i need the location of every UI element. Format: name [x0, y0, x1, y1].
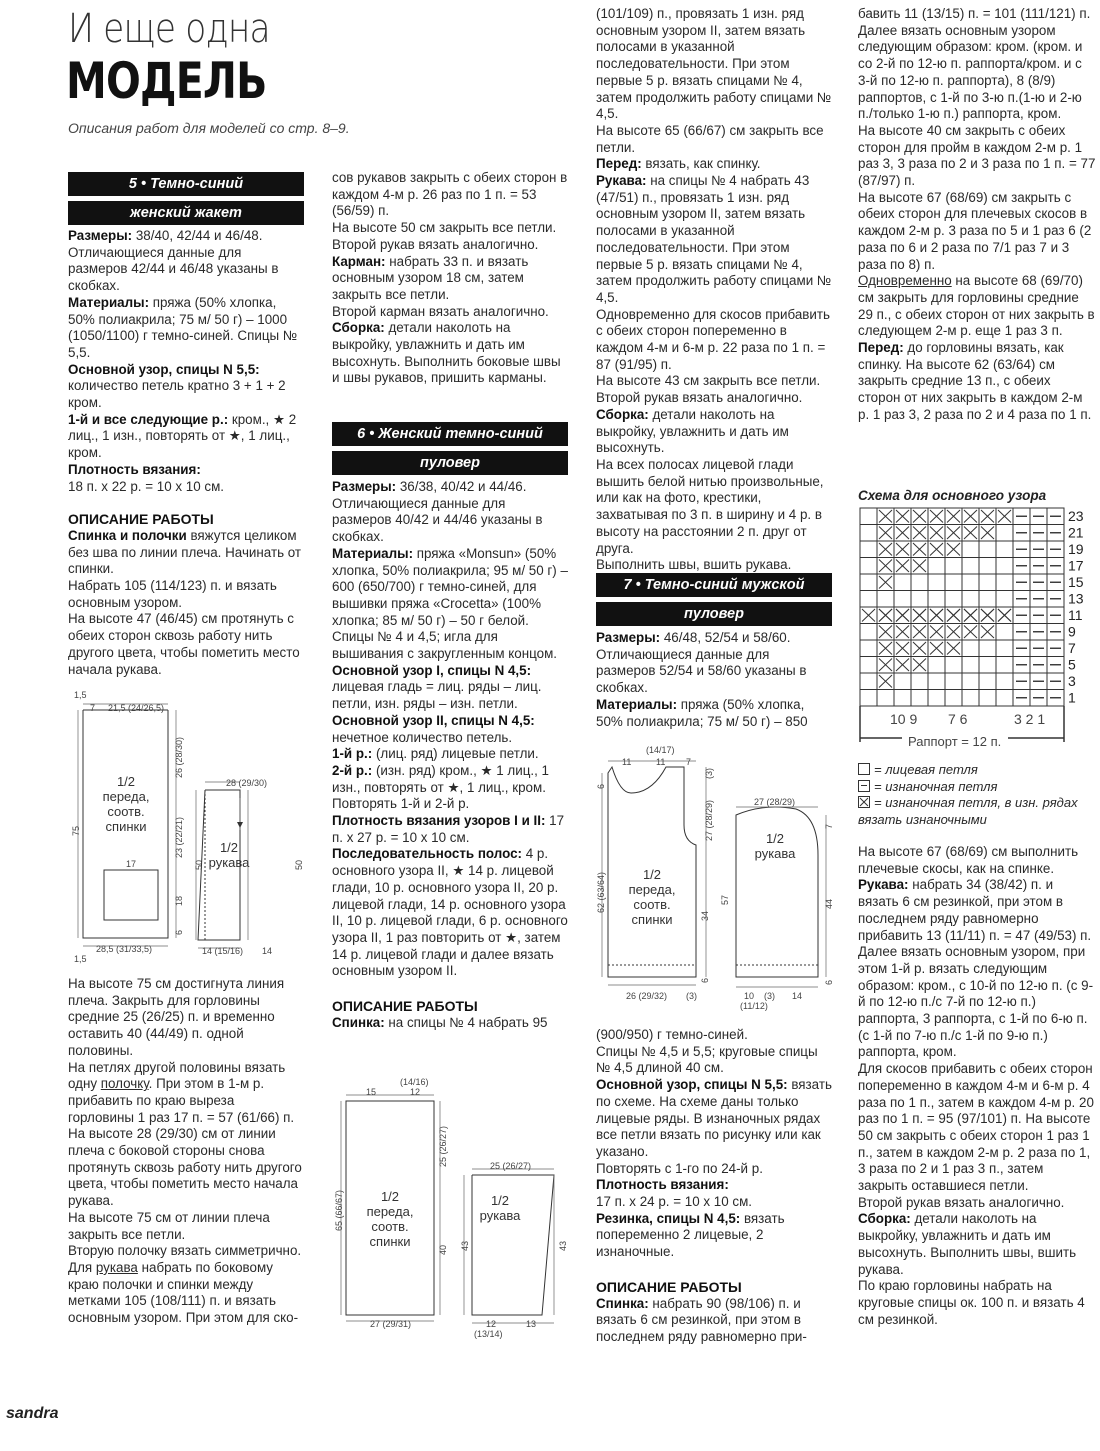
chart-cell	[996, 657, 1013, 674]
d6-sl-b1: 12	[486, 1319, 497, 1329]
chart-cell	[945, 690, 962, 707]
model5-title-bar: 5 • Темно-синий	[68, 172, 304, 196]
d5-h4: 6	[174, 929, 184, 935]
m7-back-part2: бавить 11 (13/15) п. = 101 (111/121) п.	[858, 6, 1091, 21]
m5-p2: На высоте 47 (46/45) см протянуть с обеих сторон сквозь работу нить другого цвета, чтобы пометить место начала рукава.	[68, 611, 300, 677]
m6-row1: (лиц. ряд) лицевые петли.	[372, 746, 539, 762]
chart-cell	[860, 690, 877, 707]
chart-cell	[894, 673, 911, 690]
chart-cell	[928, 591, 945, 608]
d5-h3: 18	[174, 895, 184, 906]
m6-pattern2: нечетное количество петель.	[332, 729, 513, 745]
chart-cell	[996, 624, 1013, 641]
m6-back-label: Спинка:	[332, 1014, 385, 1030]
chart-cell	[996, 591, 1013, 608]
d5-h2: 23 (22/21)	[174, 816, 184, 858]
m7-rib: вязать попеременно 2 лицевые, 2 изнаночные.	[596, 1210, 785, 1260]
m6-p1: На высоте 65 (66/67) см закрыть все петли.	[596, 122, 824, 155]
m6-assembly-label: Сборка:	[596, 406, 649, 422]
m7-work-heading: ОПИСАНИЕ РАБОТЫ	[596, 1278, 742, 1295]
chart-cell	[928, 673, 945, 690]
chart-cell	[962, 541, 979, 558]
m7-sleeves-label: Рукава:	[858, 877, 909, 893]
m5-p11: Второй карман вязать аналогично.	[332, 303, 549, 319]
d5-sl-top: 28 (29/30)	[226, 778, 268, 788]
m5-materials: пряжа (50% хлопка, 50% полиакрила; 75 м/ 50 г) – 1000 (1050/1100) г темно-синей. Спицы № 5,5.	[68, 294, 298, 360]
chart-row-label: 9	[1068, 623, 1076, 640]
d7-sl-r: 44	[824, 898, 834, 909]
model7-text-col3	[596, 630, 832, 730]
chart-cell	[894, 690, 911, 707]
m6-row2: (изн. ряд) кром., ★ 1 лиц., 1 изн., повторять от ★, 1 лиц., кром.	[332, 762, 549, 795]
model5-text-col1-lower	[68, 976, 304, 1327]
model7-subtitle-bar: пуловер	[596, 602, 832, 626]
m6-pattern1-label: Основной узор I, спицы N 4,5:	[332, 662, 532, 678]
chart-cell	[894, 574, 911, 591]
d5-t2: 7	[90, 703, 96, 713]
d6-bottom: 27 (29/31)	[370, 1319, 412, 1329]
m6-materials-label: Материалы:	[332, 545, 414, 561]
empty-square-icon	[858, 763, 870, 775]
d7-t1: 11	[622, 757, 632, 767]
d5-h1: 26 (28/30)	[174, 736, 184, 778]
m7-pattern: вязать по схеме. На схеме даны только лицевые ряды. В изнаночных рядах все петли вязать по рисунку или как указано.	[596, 1077, 832, 1159]
chart-cell	[860, 558, 877, 575]
chart-cell	[962, 640, 979, 657]
d6-sl-b3: 13	[526, 1319, 537, 1329]
m6-density-label: Плотность вязания узоров I и II:	[332, 813, 546, 829]
brand-logo: sandra	[6, 1405, 59, 1422]
chart-cell	[996, 541, 1013, 558]
m5-p8b-part1: набрать по боковому краю полочки и спинки между метками 105 (108/111) п. и вязать основным узором. При этом для ско-	[68, 1259, 299, 1326]
m6-materials: пряжа «Monsun» (50% хлопка, 50% полиакрила; 95 м/ 50 г) – 600 (650/700) г темно-синей, для вышивки пряжа «Crocetta» (100% хлопка; 85 м/ 50 г) – 50 г белой.	[332, 545, 568, 628]
m7-p2: На высоте 40 см закрыть с обеих сторон для пройм в каждом 2-м р. 1 раз 3, 3 раза по 2 и 3 раза по 1 п. = 77 (87/97) п.	[858, 122, 1096, 189]
d6-sl-l: 43	[460, 1240, 470, 1251]
m6-front-label: Перед:	[596, 156, 642, 172]
dash-square-icon	[858, 780, 870, 792]
m5-p1: Набрать 105 (114/123) п. и вязать основным узором.	[68, 578, 277, 610]
m7-density: 17 п. х 24 р. = 10 х 10 см.	[596, 1194, 753, 1210]
m7-density-label: Плотность вязания:	[596, 1177, 729, 1193]
chart-cell	[962, 657, 979, 674]
m7-p1: Далее вязать основным узором следующим образом: кром. (кром. и со 2-й по 12-ю п. раппорта/кром. и с 3-й по 12-ю п. раппорта), 8 (8/9) раппортов, с 1-й по 3-ю п.(1-ю и 2-ю п./только 1-ю п.) раппорта, кром.	[858, 22, 1083, 122]
m5-p6: На высоте 75 см от линии плеча закрыть все петли.	[68, 1209, 270, 1242]
chart-row-label: 15	[1068, 574, 1084, 590]
chart-cell	[894, 591, 911, 608]
m7-front: до горловины вязать, как спинку. На высоте 62 (63/64) см закрыть средние 13 п., с обеих сторон от них закрыть в каждом 2-м р. 1 раз 3, 2 раза по 2 и 4 раза по 1 п.	[858, 340, 1092, 422]
m5-p8u: рукава	[95, 1259, 138, 1275]
m6-p4: Второй рукав вязать аналогично.	[596, 390, 803, 406]
d5-sl-r: 50	[294, 859, 304, 870]
chart-cell	[962, 690, 979, 707]
schema-bottom-label-2: 7 6	[948, 711, 968, 727]
d7-bottom: 26 (29/32)	[626, 991, 668, 1001]
chart-cell	[979, 558, 996, 575]
chart-cell	[979, 541, 996, 558]
d7-h1: 6	[596, 783, 606, 789]
m6-stripes: 4 р. основного узора II, ★ 14 р. лицевой глади, 10 р. основного узора II, 20 р. лицевой глади, 14 р. основного узора II, 10 р. лицевой глади, 6 р. основного узора II, 1 раз повторить от ★, затем 14 р. лицевой глади и далее вязать основным узором II.	[332, 846, 568, 979]
chart-cell	[877, 591, 894, 608]
m6-stripes-label: Последовательность полос:	[332, 846, 522, 862]
chart-cell	[945, 591, 962, 608]
chart-row-label: 5	[1068, 656, 1076, 673]
m7-pattern-label: Основной узор, спицы N 5,5:	[596, 1077, 788, 1093]
m6-p5: На всех полосах лицевой глади вышить белой нитью произвольные, или как на фото, крестики, захватывая по 3 п. в ширину и 4 р. в высоту на расстоянии 2 п. друг от друга.	[596, 456, 824, 556]
chart-cell	[860, 673, 877, 690]
chart-cell	[877, 690, 894, 707]
chart-cell	[945, 673, 962, 690]
m7-back-part1: набрать 90 (98/106) п. и вязать 6 см резинкой, при этом в последнем ряду равномерно при-	[596, 1295, 807, 1344]
m6-repeat: Повторять 1-й и 2-й р.	[332, 796, 470, 812]
d7-right: 57	[720, 894, 730, 905]
m7-p8: Второй рукав вязать аналогично.	[858, 1194, 1065, 1210]
legend-purl: = изнаночная петля	[874, 778, 998, 794]
chart-row-label: 19	[1068, 541, 1084, 557]
m6-p6: Выполнить швы, вшить рукава.	[596, 557, 792, 573]
m5-work-heading: ОПИСАНИЕ РАБОТЫ	[68, 511, 214, 528]
d5-body-label: 1/2 переда, соотв. спинки	[102, 774, 150, 834]
d5-sl-b2: 14	[262, 946, 273, 956]
d5-sl-b1: 14 (15/16)	[202, 946, 244, 956]
d7-sleeve-label: 1/2 рукава	[754, 831, 796, 861]
m5-assembly: детали наколоть на выкройку, увлажнить и дать им высохнуть. Выполнить боковые швы и швы рукавов, пришить карманы.	[332, 320, 561, 386]
m6-front: вязать, как спинку.	[641, 156, 761, 172]
m7-repeat: Повторять с 1-го по 24-й р.	[596, 1160, 763, 1176]
m6-back-part1: на спицы № 4 набрать 95	[384, 1014, 548, 1030]
m5-p8b-part2: сов рукавов закрыть с обеих сторон в каждом 4-м р. 26 раз по 1 п. = 53 (56/59) п.	[332, 170, 568, 219]
m7-sleeves: набрать 34 (38/42) п. и вязать 6 см резинкой, при этом в последнем ряду равномерно прибавить 13 (11/11) п. = 47 (49/53) п.	[858, 877, 1092, 943]
m5-back-label: Спинка и полочки	[68, 527, 187, 543]
m6-sleeves: на спицы № 4 набрать 43 (47/51) п., провязать 1 изн. ряд основным узором II, затем вязать полосами в указанной последовательности. При этом первые 5 р. вязать спицами № 4, затем продолжить работу спицами № 4,5.	[596, 173, 832, 305]
chart-cell	[860, 574, 877, 591]
chart-cell	[962, 574, 979, 591]
chart-cell	[860, 591, 877, 608]
d5-t3: 21,5 (24/26,5)	[108, 703, 165, 713]
m5-rows: кром., ★ 2 лиц., 1 изн., повторять от ★, 1 лиц., кром.	[68, 411, 297, 461]
chart-cell	[996, 673, 1013, 690]
m7-assembly: детали наколоть на выкройку, увлажнить и дать им высохнуть. Выполнить швы, вшить рукава.	[858, 1211, 1077, 1277]
m6-row1-label: 1-й р.:	[332, 746, 373, 762]
chart-row-label: 17	[1068, 557, 1084, 574]
m5-p7: Вторую полочку вязать симметрично.	[68, 1243, 302, 1259]
chart-cell	[962, 558, 979, 575]
page-title-line2: МОДЕЛЬ	[66, 52, 267, 110]
d6-t3: 12	[410, 1087, 421, 1097]
chart-cell	[996, 574, 1013, 591]
chart-cell	[860, 624, 877, 641]
chart-cell	[945, 558, 962, 575]
model5-subtitle-bar: женский жакет	[68, 201, 304, 225]
d6-t2: 15	[366, 1087, 377, 1097]
model7-text-col3-lower	[596, 1027, 832, 1346]
chart-cell	[928, 690, 945, 707]
chart-cell	[911, 690, 928, 707]
chart-cell	[979, 657, 996, 674]
d7-sl-b1: 10	[744, 991, 755, 1001]
d7-body-label: 1/2 переда, соотв. спинки	[628, 867, 676, 927]
chart-cell	[928, 574, 945, 591]
chart-cell	[945, 657, 962, 674]
m6-p2: Одновременно для скосов прибавить с обеих сторон попеременно в каждом 4-м и 6-м р. 22 раза по 1 п. = 87 (91/95) п.	[596, 306, 830, 372]
chart-cell	[911, 574, 928, 591]
chart-cell	[979, 591, 996, 608]
m7-back-label: Спинка:	[596, 1295, 649, 1311]
m6-needles: Спицы № 4 и 4,5; игла для вышивания с закругленным концом.	[332, 629, 558, 662]
d5-left: 75	[71, 825, 81, 836]
m5-p4a: На петлях другой половины вязать одну	[68, 1059, 286, 1092]
chart-cell	[979, 640, 996, 657]
d5-sl-h: 50	[194, 859, 204, 870]
d7-h3: (3)	[704, 768, 714, 779]
m7-p4b: на высоте 68 (69/70) см закрыть для горловины средние 29 п., с обеих сторон от них закрыть в следующем 2-м р. еще 1 раз 3 п.	[858, 273, 1095, 339]
d7-sl-b2: (3)	[764, 991, 775, 1001]
m5-pocket: набрать 33 п. и вязать основным узором 18 см, затем закрыть все петли.	[332, 253, 529, 302]
d7-h4: 6	[700, 977, 710, 983]
chart-row-label: 1	[1068, 689, 1076, 706]
d7-sl-b3: 14	[792, 991, 803, 1001]
schema-bottom-label-1: 10 9	[890, 711, 918, 727]
d7-t2: 11	[656, 757, 666, 767]
chart-cell	[860, 640, 877, 657]
m7-p5: На высоте 67 (68/69) см выполнить плечевые скосы, как на спинке.	[858, 844, 1079, 876]
model7-text-col4-lower	[858, 844, 1096, 1328]
m7-p7: Для скосов прибавить с обеих сторон попеременно в каждом 4-м и 6-м р. 4 раза по 1 п., затем в каждом 4-м р. 20 раз по 1 п. = 95 (97/101) п. На высоте 50 см закрыть с обеих сторон 1 раз 1 п., затем в каждом 2-м р. 2 раза по 1, 3 раза по 2 и 1 раз 3 п., затем закрыть оставшиеся петли.	[858, 1061, 1094, 1194]
m5-back: вяжутся целиком без шва по линии плеча. Начинать от спинки.	[68, 527, 302, 577]
pattern-chart	[858, 506, 1098, 754]
chart-cell	[860, 541, 877, 558]
schema-title: Схема для основного узора	[858, 488, 1047, 503]
page-subtitle: Описания работ для моделей со стр. 8–9.	[68, 120, 350, 136]
d7-sl-h: 7	[824, 823, 834, 829]
m6-row2-label: 2-й р.:	[332, 762, 373, 778]
m6-sizes-label: Размеры:	[332, 479, 397, 494]
chart-cell	[996, 640, 1013, 657]
model6-text-col2	[332, 479, 568, 1032]
chart-cell	[979, 574, 996, 591]
m5-sizes: 38/40, 42/44 и 46/48. Отличающиеся данные для размеров 42/44 и 46/48 указаны в скобках.	[68, 228, 279, 294]
m5-materials-label: Материалы:	[68, 294, 150, 310]
model6-text-col3	[596, 6, 832, 574]
legend-knit: = лицевая петля	[874, 762, 978, 777]
chart-cell	[962, 673, 979, 690]
model7-title-bar: 7 • Темно-синий мужской	[596, 573, 832, 597]
m5-density: 18 п. х 22 р. = 10 х 10 см.	[68, 478, 225, 494]
d7-sl-b1b: (11/12)	[740, 1001, 768, 1011]
model6-title-bar: 6 • Женский темно-синий	[332, 422, 568, 446]
m6-sizes: 36/38, 40/42 и 44/46. Отличающиеся данные для размеров 40/42 и 44/46 указаны в скобках.	[332, 479, 543, 545]
d7-left: 62 (63/64)	[596, 871, 606, 913]
chart-cell	[996, 525, 1013, 542]
model5-text-col1	[68, 228, 304, 678]
m5-p8a: Для	[68, 1259, 96, 1275]
chart-row-label: 11	[1068, 607, 1083, 623]
m7-materials-part1: пряжа (50% хлопка, 50% полиакрила; 75 м/ 50 г) – 850	[596, 696, 808, 729]
m5-pattern-label: Основной узор, спицы N 5,5:	[68, 361, 260, 377]
d5-sleeve-label: 1/2 рукава	[208, 840, 250, 870]
d7-sl-b: 6	[824, 979, 834, 985]
m5-assembly-label: Сборка:	[332, 320, 385, 336]
cross-square-icon	[858, 796, 870, 808]
d6-h1: 25 (26/27)	[438, 1125, 448, 1167]
m7-p3: На высоте 67 (68/69) см закрыть с обеих сторон для плечевых скосов в каждом 2-м р. 3 раза по 5 и 1 раз 6 (2 раза по 6 и 2 раза по 7/1 раз 7 и 3 раза по 8) п.	[858, 189, 1092, 272]
d7-h2: 27 (28/29)	[704, 799, 714, 841]
m7-p4u: Одновременно	[858, 273, 952, 289]
chart-cell	[979, 673, 996, 690]
d5-pocket: 17	[126, 859, 137, 869]
chart-cell	[860, 508, 877, 525]
m7-front-label: Перед:	[858, 340, 904, 356]
m6-density: 17 п. х 27 р. = 10 х 10 см.	[332, 813, 565, 845]
m7-p6: Далее вязать основным узором, при этом 1-й р. вязать следующим образом: кром., с 10-й по 12-ю п. (с 9-й по 12-ю п./с 7-й по 12-ю п.) раппорта, 3 раппорта, с 1-й по 6-ю п.(с 1-й по 7-ю п./с 1-й по 9-ю п.) раппорта, кром.	[858, 944, 1094, 1060]
m5-p9: На высоте 50 см закрыть все петли.	[332, 220, 557, 236]
chart-row-label: 7	[1068, 640, 1076, 656]
m5-p4b: . При этом в 1-м р. прибавить по краю выреза горловины 1 раз 17 п. = 57 (61/66) п.	[68, 1076, 295, 1125]
model7-text-col4	[858, 6, 1096, 424]
d5-bottom: 28,5 (31/33,5)	[96, 944, 153, 954]
d7-mid: 34	[700, 910, 710, 921]
m5-p10: Второй рукав вязать аналогично.	[332, 236, 539, 252]
d6-sl-b2: (13/14)	[474, 1329, 503, 1339]
pattern-legend	[858, 762, 1096, 828]
m7-assembly-label: Сборка:	[858, 1211, 911, 1227]
d6-left: 65 (66/67)	[334, 1189, 344, 1231]
m7-rib-label: Резинка, спицы N 4,5:	[596, 1210, 741, 1226]
m6-p3: На высоте 43 см закрыть все петли.	[596, 373, 821, 389]
m6-sleeves-label: Рукава:	[596, 173, 647, 189]
m6-back-part2: (101/109) п., провязать 1 изн. ряд основным узором II, затем вязать полосами в указанной последовательности. При этом первые 5 р. вязать спицами № 4, затем продолжить работу спицами № 4,5.	[596, 6, 832, 122]
m5-p4u: полочку	[100, 1076, 149, 1092]
chart-cell	[860, 525, 877, 542]
chart-cell	[928, 657, 945, 674]
chart-cell	[911, 591, 928, 608]
m5-p5: На высоте 28 (29/30) см от линии плеча с боковой стороны снова протянуть сквозь работу нить другого цвета, чтобы пометить место начала рукава.	[68, 1126, 302, 1209]
d6-sl-top: 25 (26/27)	[490, 1161, 532, 1171]
d7-t3: 7	[686, 757, 692, 767]
d7-b3: (3)	[686, 991, 697, 1001]
chart-row-label: 3	[1068, 673, 1076, 689]
d7-t0: (14/17)	[646, 745, 675, 755]
m5-pocket-label: Карман:	[332, 253, 386, 269]
d5-b15: 1,5	[74, 954, 87, 964]
chart-row-label: 23	[1068, 508, 1084, 524]
d7-sl-top: 27 (28/29)	[754, 797, 796, 807]
chart-cell	[979, 690, 996, 707]
model6-schematic	[332, 1075, 572, 1345]
m7-sizes-label: Размеры:	[596, 630, 661, 645]
schema-bottom-label-3: 3 2 1	[1014, 711, 1046, 727]
legend-purl-cross: = изнаночная петля, в изн. рядах вязать изнаночными	[858, 795, 1078, 827]
m7-materials-part2: (900/950) г темно-синей.	[596, 1027, 748, 1042]
m7-materials-label: Материалы:	[596, 696, 678, 712]
model7-schematic	[596, 745, 836, 1015]
schema-rapport: Раппорт = 12 п.	[908, 734, 1002, 749]
d6-t1: (14/16)	[400, 1077, 429, 1087]
chart-cell	[928, 558, 945, 575]
d6-sl-r: 43	[558, 1240, 568, 1251]
d5-t1: 1,5	[74, 690, 87, 700]
m5-p3: На высоте 75 см достигнута линия плеча. Закрыть для горловины средние 25 (26/25) п. и временно оставить 40 (44/49) п. одной половины.	[68, 976, 285, 1058]
page-title-line1: И еще одна	[68, 6, 270, 52]
chart-cell	[996, 558, 1013, 575]
model5-schematic	[68, 690, 308, 970]
d6-sleeve-label: 1/2 рукава	[479, 1193, 521, 1223]
chart-cell	[860, 657, 877, 674]
chart-row-label: 21	[1068, 524, 1084, 541]
chart-cell	[996, 690, 1013, 707]
m7-sizes: 46/48, 52/54 и 58/60. Отличающиеся данные для размеров 52/54 и 58/60 указаны в скобках.	[596, 630, 807, 696]
m5-rows-label: 1-й и все следующие р.:	[68, 411, 229, 427]
m5-pattern: количество петель кратно 3 + 1 + 2 кром.	[68, 378, 286, 411]
model5-text-col2	[332, 170, 568, 387]
model6-subtitle-bar: пуловер	[332, 451, 568, 475]
m5-density-label: Плотность вязания:	[68, 461, 201, 477]
m6-pattern2-label: Основной узор II, спицы N 4,5:	[332, 712, 535, 728]
m6-work-heading: ОПИСАНИЕ РАБОТЫ	[332, 998, 478, 1015]
m5-sizes-label: Размеры:	[68, 228, 133, 243]
chart-cell	[911, 673, 928, 690]
m7-p9: По краю горловины набрать на круговые спицы ок. 100 п. и вязать 4 см резинкой.	[858, 1278, 1085, 1327]
chart-cell	[945, 574, 962, 591]
chart-row-label: 13	[1068, 590, 1084, 607]
d6-body-label: 1/2 переда, соотв. спинки	[366, 1189, 414, 1249]
chart-cell	[962, 591, 979, 608]
m6-pattern1: лицевая гладь = лиц. ряды – лиц. петли, изн. ряды – изн. петли.	[332, 679, 542, 712]
d6-h2: 40	[438, 1244, 448, 1255]
m7-needles: Спицы № 4,5 и 5,5; круговые спицы № 4,5 длиной 40 см.	[596, 1043, 818, 1076]
m6-assembly: детали наколоть на выкройку, увлажнить и дать им высохнуть.	[596, 406, 789, 456]
